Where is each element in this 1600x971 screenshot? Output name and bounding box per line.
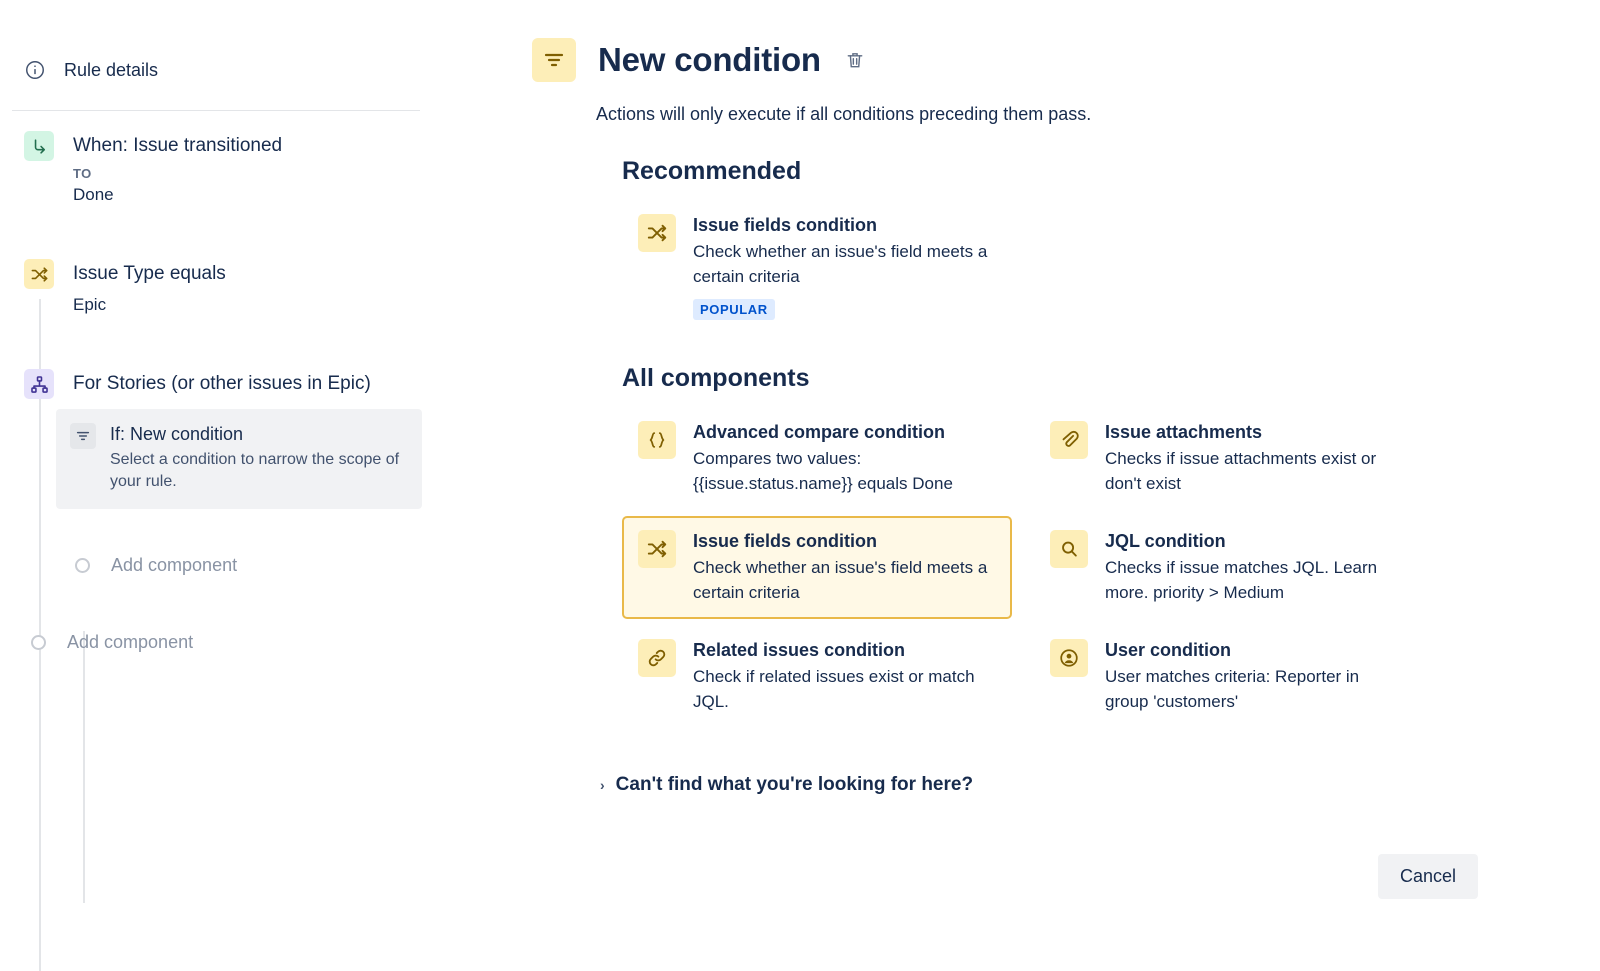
page-title: New condition — [598, 41, 821, 78]
sidebar-divider — [12, 110, 420, 111]
rule-node-condition-issue-type[interactable] — [0, 259, 432, 315]
all-components-list — [622, 407, 1560, 728]
component-title: User condition — [1105, 640, 1232, 660]
issue-fields-icon — [638, 214, 676, 252]
rule-node-title: When: Issue transitioned — [73, 135, 283, 156]
component-card-advanced-compare[interactable] — [622, 407, 1012, 510]
chevron-right-icon: › — [600, 777, 605, 793]
add-component-label: Add component — [111, 555, 238, 575]
component-description: User matches criteria: Reporter in group 'customers' — [1105, 667, 1360, 711]
cant-find-label: Can't find what you're looking for here? — [615, 774, 974, 795]
add-component-icon — [31, 635, 46, 650]
component-title: Issue fields condition — [693, 531, 878, 551]
cant-find-toggle[interactable] — [600, 774, 1560, 796]
paperclip-icon — [1050, 421, 1088, 459]
recommended-heading: Recommended — [622, 157, 802, 185]
component-description: Compares two values: {{issue.status.name}} equals Done — [693, 449, 953, 493]
cancel-button[interactable]: Cancel — [1378, 854, 1478, 899]
component-description: Check whether an issue's field meets a certain criteria — [693, 558, 988, 602]
panel-header — [532, 38, 1560, 82]
component-description: Check if related issues exist or match JQL. — [693, 667, 975, 711]
rule-node-description: Select a condition to narrow the scope of your rule. — [110, 451, 400, 490]
component-description: Check whether an issue's field meets a certain criteria — [693, 242, 988, 286]
add-component-icon — [75, 558, 90, 573]
braces-icon — [638, 421, 676, 459]
add-component-button[interactable] — [0, 632, 432, 653]
link-icon — [638, 639, 676, 677]
component-card-issue-fields[interactable] — [622, 516, 1012, 619]
rule-node-title: Issue Type equals — [73, 263, 226, 284]
rule-details-row[interactable] — [0, 52, 432, 88]
add-component-branch-button[interactable] — [56, 555, 432, 576]
search-icon — [1050, 530, 1088, 568]
all-components-heading: All components — [622, 364, 810, 392]
component-title: Issue attachments — [1105, 422, 1263, 442]
component-card-issue-attachments[interactable] — [1034, 407, 1424, 510]
component-card-user-condition[interactable] — [1034, 625, 1424, 728]
rule-node-trigger[interactable] — [0, 131, 432, 205]
rule-node-subvalue: Epic — [73, 295, 107, 314]
branch-children — [0, 409, 432, 576]
info-icon — [24, 59, 46, 81]
rule-node-new-condition[interactable] — [56, 409, 422, 509]
rule-details-label: Rule details — [64, 59, 159, 80]
component-title: JQL condition — [1105, 531, 1226, 551]
component-description: Checks if issue matches JQL. Learn more. priority > Medium — [1105, 558, 1378, 602]
issue-fields-icon — [638, 530, 676, 568]
issue-fields-icon — [24, 259, 54, 289]
rule-node-subvalue: Done — [73, 185, 114, 204]
component-card-jql-condition[interactable] — [1034, 516, 1424, 619]
component-card-issue-fields-recommended[interactable] — [622, 200, 1012, 334]
recommended-list — [622, 200, 1560, 334]
component-title: Related issues condition — [693, 640, 906, 660]
timeline-rail-branch — [83, 631, 85, 903]
component-title: Issue fields condition — [693, 215, 878, 235]
add-component-label: Add component — [67, 632, 194, 652]
panel-subtitle: Actions will only execute if all conditions preceding them pass. — [596, 104, 1092, 124]
component-card-related-issues[interactable] — [622, 625, 1012, 728]
rule-node-title: If: New condition — [110, 424, 244, 444]
transition-icon — [24, 131, 54, 161]
component-picker-panel — [432, 0, 1600, 971]
rule-node-title: For Stories (or other issues in Epic) — [73, 373, 371, 394]
rule-node-branch[interactable] — [0, 369, 432, 399]
branch-icon — [24, 369, 54, 399]
rule-chain-sidebar — [0, 0, 432, 971]
component-description: Checks if issue attachments exist or don't exist — [1105, 449, 1377, 493]
condition-icon — [532, 38, 576, 82]
rule-node-sublabel: TO — [73, 166, 92, 181]
status-badge: POPULAR — [693, 299, 775, 320]
trash-icon[interactable] — [845, 49, 865, 71]
component-title: Advanced compare condition — [693, 422, 946, 442]
user-icon — [1050, 639, 1088, 677]
condition-icon — [70, 423, 96, 449]
rule-timeline — [0, 131, 432, 653]
